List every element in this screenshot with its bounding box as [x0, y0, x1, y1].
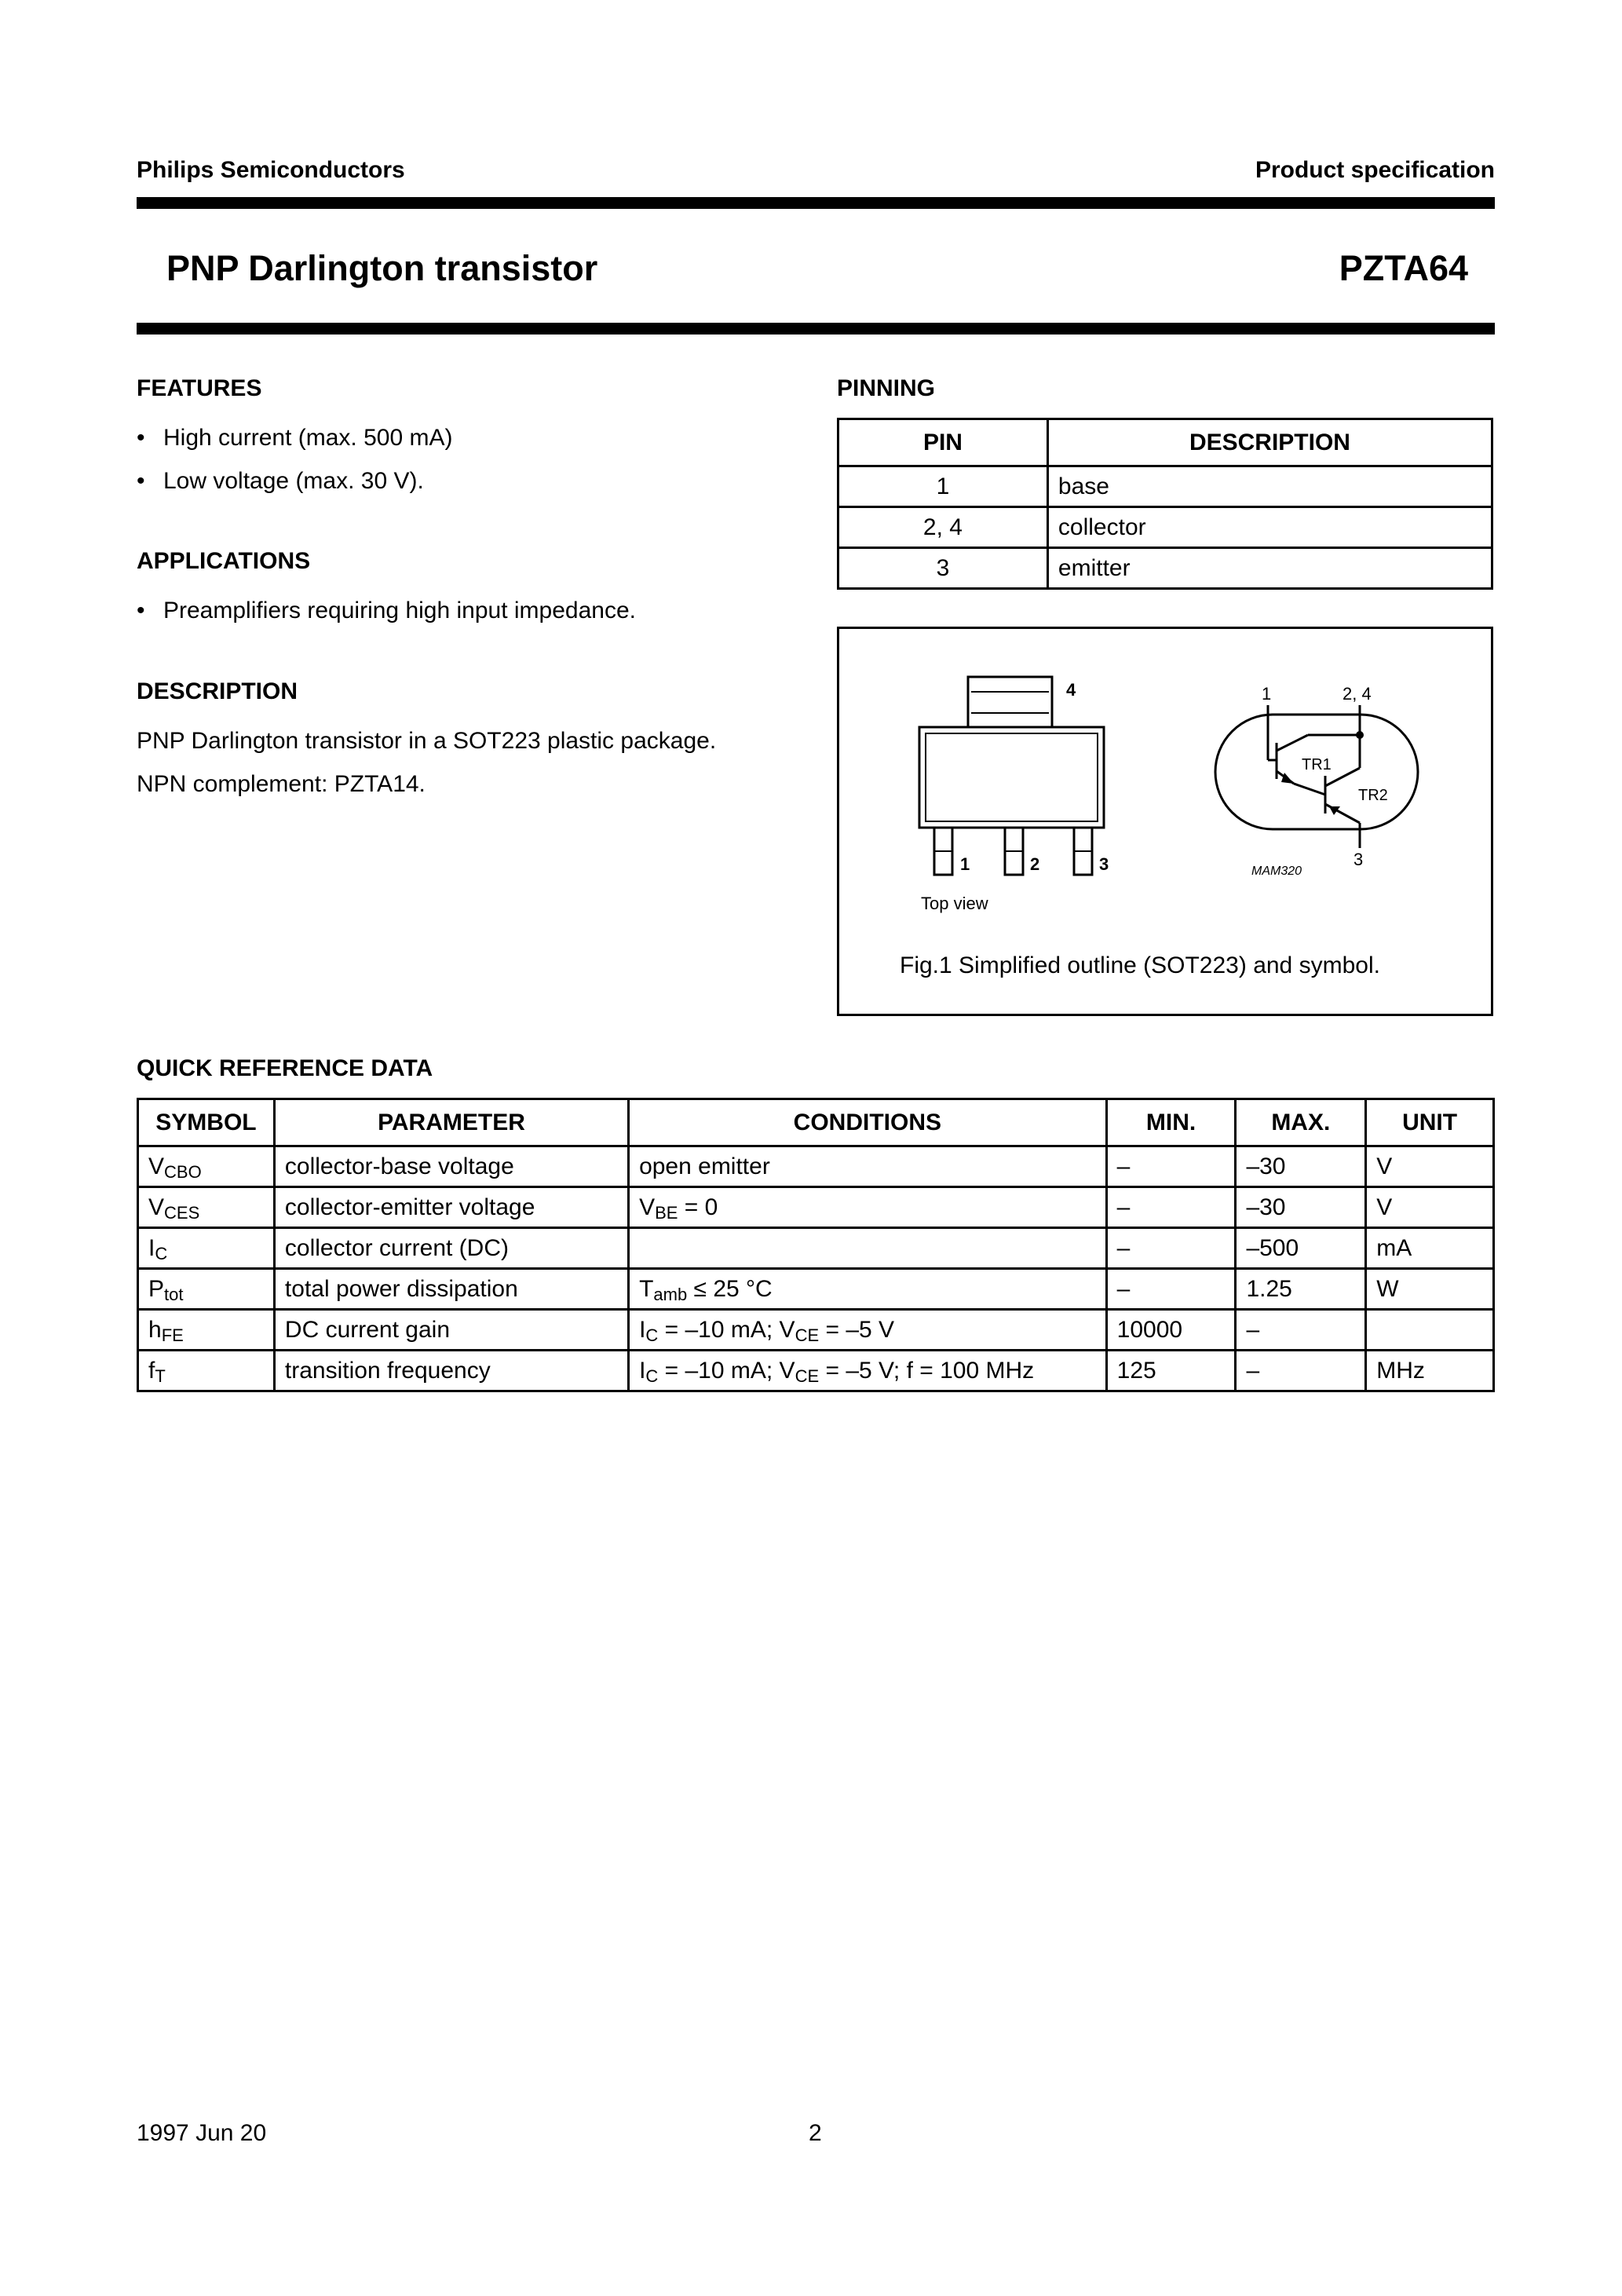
symbol-cell: $V_{CBO}$	[138, 1146, 275, 1187]
part-number: PZTA64	[1339, 248, 1468, 288]
pin-description-cell: collector	[1047, 507, 1492, 548]
unit-cell: V	[1366, 1187, 1494, 1228]
conditions-cell: open emitter	[629, 1146, 1107, 1187]
features-heading: FEATURES	[137, 375, 262, 401]
parameter-cell: DC current gain	[274, 1310, 628, 1351]
sot223-outline	[919, 677, 1104, 875]
symbol-cell: $P_{tot}$	[138, 1269, 275, 1310]
junction-dot	[1356, 731, 1364, 739]
min-cell: –	[1106, 1228, 1236, 1269]
list-item: • High current (max. 500 mA)	[137, 416, 804, 459]
parameter-cell: transition frequency	[274, 1351, 628, 1391]
max-cell: –30	[1236, 1187, 1366, 1228]
tab-pin-label: 4	[1066, 680, 1076, 700]
description-text	[137, 719, 827, 806]
tr1-label: TR1	[1302, 756, 1332, 773]
min-cell: –	[1106, 1269, 1236, 1310]
pin-cell: 3	[838, 548, 1048, 589]
parameter-cell: collector-emitter voltage	[274, 1187, 628, 1228]
pin-label-1: 1	[960, 854, 970, 874]
symbol-pin-base: 1	[1262, 684, 1272, 704]
header-rule	[137, 197, 1495, 209]
description-heading: DESCRIPTION	[137, 678, 298, 704]
max-cell: –	[1236, 1351, 1366, 1391]
unit-cell: mA	[1366, 1228, 1494, 1269]
unit-cell: W	[1366, 1269, 1494, 1310]
table-row	[838, 507, 1492, 548]
parameter-cell: collector-base voltage	[274, 1146, 628, 1187]
pinning-table	[837, 418, 1493, 590]
package-diagram	[837, 627, 1493, 956]
max-cell: –500	[1236, 1228, 1366, 1269]
symbol-cell: $V_{CES}$	[138, 1187, 275, 1228]
pinning-heading: PINNING	[837, 375, 936, 401]
tr2-label: TR2	[1358, 787, 1388, 804]
pin-cell: 2, 4	[838, 507, 1048, 548]
column-header-max: MAX.	[1236, 1099, 1366, 1146]
min-cell: –	[1106, 1187, 1236, 1228]
top-view-label: Top view	[921, 894, 988, 913]
max-cell: 1.25	[1236, 1269, 1366, 1310]
darlington-symbol	[1215, 705, 1418, 848]
symbol-pin-collector: 2, 4	[1343, 684, 1372, 704]
min-cell: 125	[1106, 1351, 1236, 1391]
symbol-cell: $h_{FE}$	[138, 1310, 275, 1351]
drawing-code: MAM320	[1251, 865, 1302, 878]
column-header-description: DESCRIPTION	[1047, 419, 1492, 466]
pin-cell: 1	[838, 466, 1048, 507]
parameter-cell: collector current (DC)	[274, 1228, 628, 1269]
page-title: PNP Darlington transistor	[166, 248, 598, 288]
table-row	[138, 1351, 1494, 1391]
table-header-row	[838, 419, 1492, 466]
figure-caption: Fig.1 Simplified outline (SOT223) and symbol.	[900, 952, 1380, 978]
column-header-conditions: CONDITIONS	[629, 1099, 1107, 1146]
symbol-cell: $f_T$	[138, 1351, 275, 1391]
page-number: 2	[809, 2120, 822, 2146]
title-rule	[137, 323, 1495, 335]
pin-label-2: 2	[1030, 854, 1040, 874]
unit-cell: V	[1366, 1146, 1494, 1187]
table-header-row	[138, 1099, 1494, 1146]
max-cell: –30	[1236, 1146, 1366, 1187]
features-list	[137, 416, 804, 503]
description-line: PNP Darlington transistor in a SOT223 plastic package.	[137, 728, 717, 754]
unit-cell: MHz	[1366, 1351, 1494, 1391]
parameter-cell: total power dissipation	[274, 1269, 628, 1310]
list-item: • Preamplifiers requiring high input impedance.	[137, 589, 804, 632]
unit-cell	[1366, 1310, 1494, 1351]
doc-type: Product specification	[1255, 157, 1495, 183]
table-row	[138, 1310, 1494, 1351]
conditions-cell	[629, 1228, 1107, 1269]
table-row	[138, 1228, 1494, 1269]
quick-reference-heading: QUICK REFERENCE DATA	[137, 1055, 433, 1081]
arrow-icon	[1281, 773, 1294, 784]
table-row	[838, 548, 1492, 589]
table-row	[138, 1187, 1494, 1228]
pin-label-3: 3	[1099, 854, 1109, 874]
footer-date: 1997 Jun 20	[137, 2120, 267, 2146]
quick-reference-table	[137, 1098, 1495, 1392]
column-header-unit: UNIT	[1366, 1099, 1494, 1146]
symbol-pin-emitter: 3	[1353, 850, 1364, 869]
table-row	[138, 1269, 1494, 1310]
conditions-cell: $I_C = -10$ mA; $V_{CE} = -5$ V; f = 100 MHz	[629, 1351, 1107, 1391]
pin-description-cell: emitter	[1047, 548, 1492, 589]
max-cell: –	[1236, 1310, 1366, 1351]
min-cell: –	[1106, 1146, 1236, 1187]
company-name: Philips Semiconductors	[137, 157, 405, 183]
applications-heading: APPLICATIONS	[137, 548, 311, 574]
conditions-cell: $V_{BE} = 0$	[629, 1187, 1107, 1228]
conditions-cell: $I_C = -10$ mA; $V_{CE} = -5$ V	[629, 1310, 1107, 1351]
list-item: • Low voltage (max. 30 V).	[137, 459, 804, 503]
column-header-pin: PIN	[838, 419, 1048, 466]
column-header-parameter: PARAMETER	[274, 1099, 628, 1146]
table-row	[838, 466, 1492, 507]
applications-list	[137, 589, 804, 632]
conditions-cell: $T_{amb} \le 25$ °C	[629, 1269, 1107, 1310]
pin-description-cell: base	[1047, 466, 1492, 507]
description-line: NPN complement: PZTA14.	[137, 771, 426, 797]
column-header-min: MIN.	[1106, 1099, 1236, 1146]
table-row	[138, 1146, 1494, 1187]
symbol-cell: $I_C$	[138, 1228, 275, 1269]
min-cell: 10000	[1106, 1310, 1236, 1351]
column-header-symbol: SYMBOL	[138, 1099, 275, 1146]
